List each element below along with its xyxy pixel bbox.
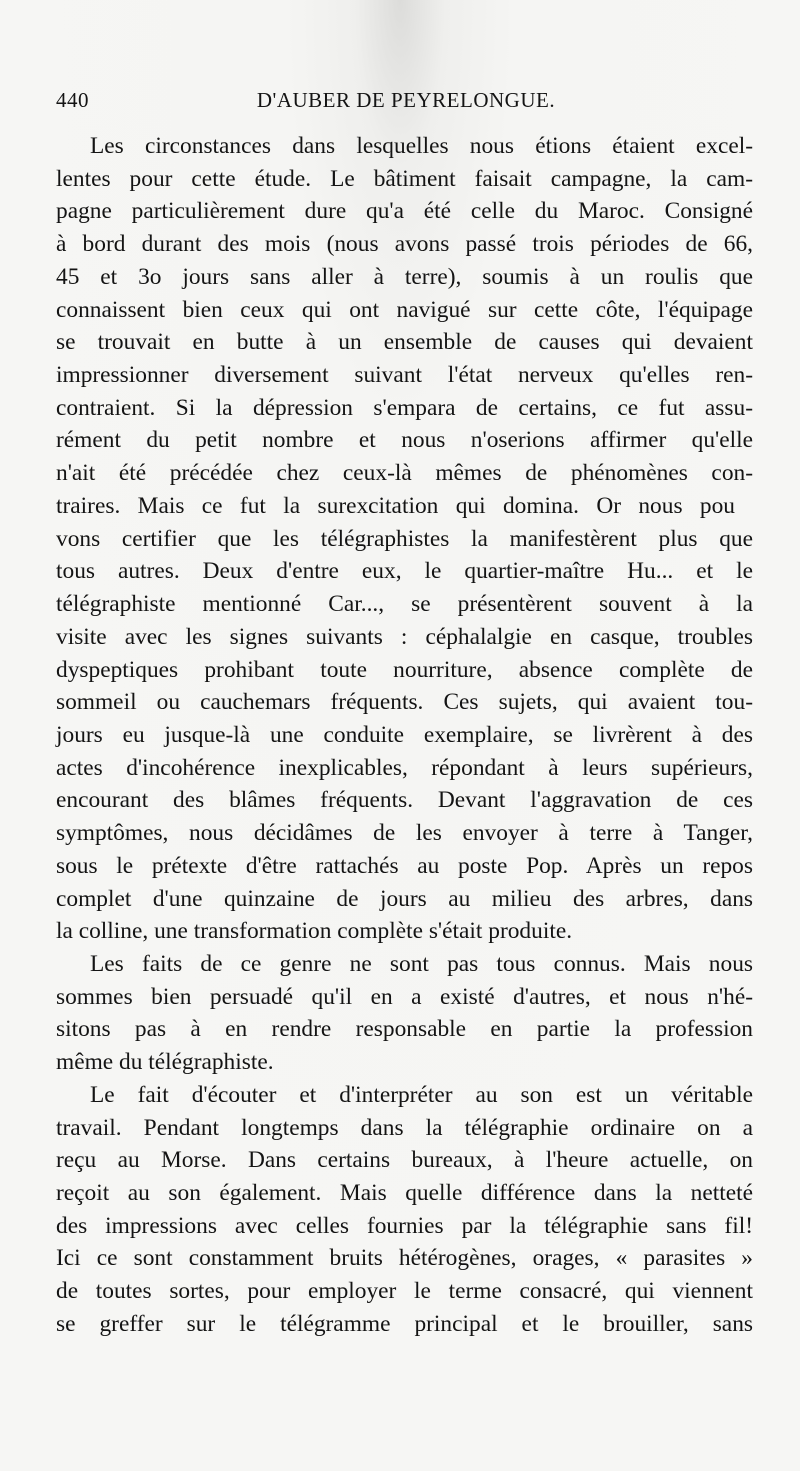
text-line: travail. Pendant longtemps dans la télégraphie ordinaire on a: [56, 1114, 753, 1141]
text-line: impressionner diversement suivant l'état nerveux qu'elles ren-: [56, 362, 753, 389]
text-line: 45 et 3o jours sans aller à terre), soumis à un roulis que: [56, 263, 753, 290]
text-line: se greffer sur le télégramme principal et le brouiller, sans: [56, 1310, 753, 1337]
text-line: sommeil ou cauchemars fréquents. Ces sujets, qui avaient tou-: [56, 689, 753, 716]
text-line: des impressions avec celles fournies par la télégraphie sans fil!: [56, 1212, 753, 1239]
text-line: lentes pour cette étude. Le bâtiment faisait campagne, la cam-: [56, 165, 753, 192]
text-line: la colline, une transformation complète s'était produite.: [56, 918, 573, 945]
text-line: Ici ce sont constamment bruits hétérogènes, orages, « parasites »: [56, 1245, 753, 1272]
page-header: [56, 88, 756, 118]
text-line: reçoit au son également. Mais quelle différence dans la netteté: [56, 1180, 753, 1206]
text-line: sous le prétexte d'être rattachés au poste Pop. Après un repos: [56, 852, 753, 879]
text-line: sommes bien persuadé qu'il en a existé d'autres, et nous n'hé-: [56, 983, 753, 1010]
text-line: à bord durant des mois (nous avons passé trois périodes de 66,: [56, 231, 753, 258]
text-line: Les faits de ce genre ne sont pas tous connus. Mais nous: [90, 950, 753, 977]
text-line: actes d'incohérence inexplicables, répondant à leurs supérieurs,: [56, 754, 753, 781]
page-number: 440: [56, 88, 89, 112]
text-line: complet d'une quinzaine de jours au milieu des arbres, dans: [56, 885, 753, 912]
text-line: visite avec les signes suivants : céphalalgie en casque, troubles: [56, 623, 753, 650]
text-line: vons certifier que les télégraphistes la manifestèrent plus que: [56, 525, 753, 552]
text-line: tous autres. Deux d'entre eux, le quartier-maître Hu... et le: [56, 558, 753, 585]
text-line: pagne particulièrement dure qu'a été celle du Maroc. Consigné: [56, 198, 753, 225]
text-line: Le fait d'écouter et d'interpréter au son est un véritable: [90, 1081, 753, 1108]
text-line: reçu au Morse. Dans certains bureaux, à l'heure actuelle, on: [56, 1147, 753, 1174]
text-line: Les circonstances dans lesquelles nous étions étaient excel-: [90, 133, 753, 159]
text-line: de toutes sortes, pour employer le terme consacré, qui viennent: [56, 1278, 753, 1305]
text-line: se trouvait en butte à un ensemble de causes qui devaient: [56, 329, 753, 356]
text-line: contraient. Si la dépression s'empara de certains, ce fut assu-: [56, 394, 753, 421]
text-line: même du télégraphiste.: [56, 1049, 274, 1076]
text-line: n'ait été précédée chez ceux-là mêmes de phénomènes con-: [56, 460, 753, 487]
text-line: traires. Mais ce fut la surexcitation qui domina. Or nous pou: [56, 492, 735, 519]
text-line: rément du petit nombre et nous n'oserions affirmer qu'elle: [56, 427, 753, 454]
text-line: encourant des blâmes fréquents. Devant l'aggravation de ces: [56, 787, 753, 814]
body-text: [56, 130, 753, 1341]
running-head: D'AUBER DE PEYRELONGUE.: [256, 88, 556, 112]
text-line: symptômes, nous décidâmes de les envoyer à terre à Tanger,: [56, 820, 753, 847]
text-line: dyspeptiques prohibant toute nourriture, absence complète de: [56, 656, 753, 683]
text-line: connaissent bien ceux qui ont navigué sur cette côte, l'équipage: [56, 296, 753, 323]
text-line: sitons pas à en rendre responsable en partie la profession: [56, 1016, 753, 1043]
text-line: jours eu jusque-là une conduite exemplaire, se livrèrent à des: [56, 721, 753, 748]
text-line: télégraphiste mentionné Car..., se présentèrent souvent à la: [56, 591, 753, 618]
